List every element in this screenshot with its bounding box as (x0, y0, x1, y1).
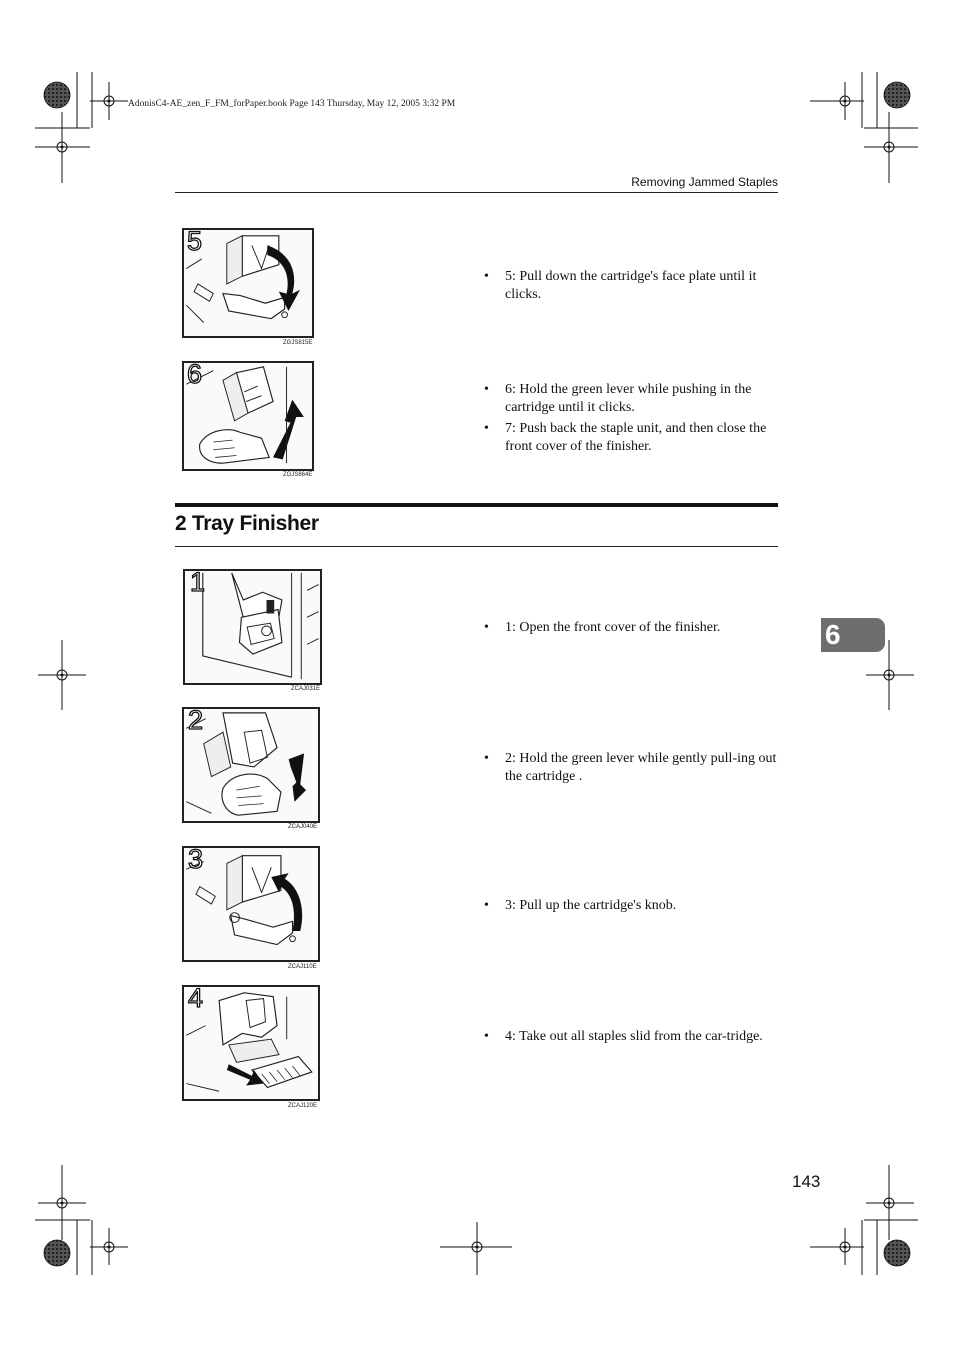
book-info: AdonisC4-AE_zen_F_FM_forPaper.book Page 143 Thursday, May 12, 2005 3:32 PM (128, 99, 456, 109)
section-step-2-figure-code: ZCAJ040E (288, 824, 318, 830)
section-step-4-number: 4 (188, 983, 204, 1013)
list-item: • 5: Pull down the cartridge's face plate until it clicks. (484, 268, 778, 304)
section-step-2-instructions (484, 750, 778, 789)
step-5-number: 5 (187, 226, 203, 256)
chapter-tab (821, 618, 885, 652)
section-step-1-instructions (484, 619, 778, 640)
list-item: • 6: Hold the green lever while pushing in the cartridge until it clicks. (484, 381, 778, 417)
chapter-number: 6 (825, 619, 841, 650)
page-number: 143 (792, 1172, 821, 1191)
section-step-1-figure-code: ZCAJ031E (291, 686, 321, 692)
running-header: Removing Jammed Staples (631, 175, 778, 189)
section-step-3-figure-code: ZCAJ110E (288, 964, 317, 970)
section-step-3-instructions (484, 897, 778, 918)
step-6-figure-code: ZGJS864E (283, 472, 313, 478)
section-top-rule (175, 503, 778, 507)
list-item: • 7: Push back the staple unit, and then close the front cover of the finisher. (484, 420, 778, 456)
list-item: • 1: Open the front cover of the finisher. (484, 619, 778, 637)
section-step-4-instructions (484, 1028, 778, 1049)
list-item: • 2: Hold the green lever while gently pull-ing out the cartridge . (484, 750, 778, 786)
section-step-3-number: 3 (188, 844, 204, 874)
step-5-instructions (484, 268, 778, 307)
list-item: • 4: Take out all staples slid from the car-tridge. (484, 1028, 778, 1046)
step-6-number: 6 (187, 359, 203, 389)
list-item: • 3: Pull up the cartridge's knob. (484, 897, 778, 915)
section-step-4-figure-code: ZCAJ120E (288, 1103, 318, 1109)
section-step-2-number: 2 (188, 705, 204, 735)
step-6-instructions (484, 381, 778, 459)
header-rule (175, 192, 778, 193)
section-bottom-rule (175, 546, 778, 547)
section-step-1-number: 1 (190, 567, 206, 597)
step-5-figure-code: ZGJS815E (283, 340, 313, 346)
section-title: 2 Tray Finisher (175, 512, 319, 535)
